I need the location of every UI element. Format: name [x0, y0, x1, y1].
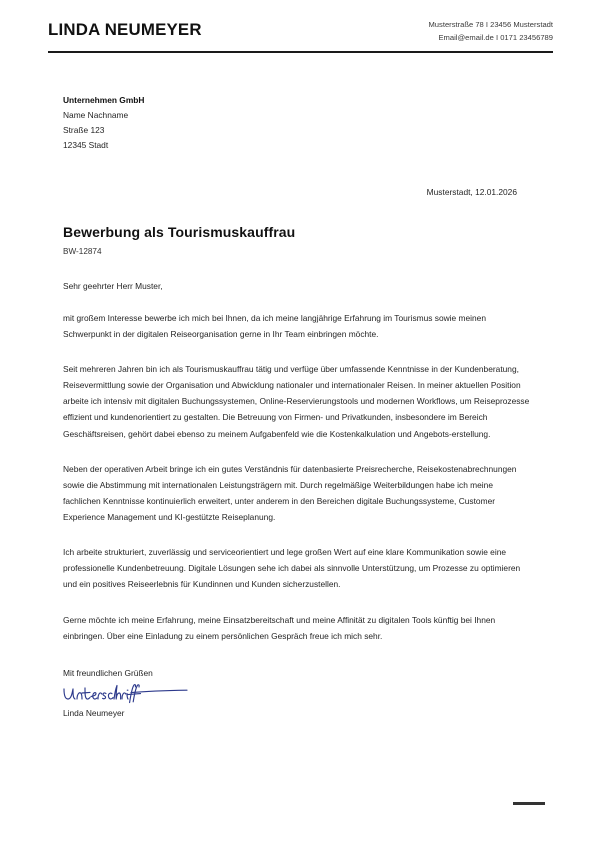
body-paragraph: Gerne möchte ich meine Erfahrung, meine Einsatzbereitschaft und meine Affinität zu digitalen Tools künftig bei Ihnen einbringen. Über eine Einladung zu einem persönlichen Gespräch freue ich mich sehr. [63, 614, 496, 641]
recipient-contact-person: Name Nachname [63, 109, 129, 120]
reference-number: BW-12874 [63, 246, 102, 256]
body-paragraph: Neben der operativen Arbeit bringe ich ein gutes Verständnis für datenbasierte Preisrecherche, Reisekostenabrechnungen sowie die Abstimmung mit internationalen Leistungsträgern mit. Durch regelmäßige Weiterbildungen habe ich meine fachlichen Kenntnisse kontinuierlich erweitert, unter anderem in den Bereichen digitale Buchungssysteme, Customer Experience Management und KI-gestützte Reiseplanung. [63, 463, 517, 523]
header-divider-rule [48, 51, 553, 53]
footer-rule-mark [513, 802, 545, 805]
place-and-date: Musterstadt, 12.01.2026 [426, 186, 517, 197]
signature-block [63, 682, 530, 716]
sender-email-phone-line: Email@email.de I 0171 23456789 [438, 33, 553, 43]
sender-name-logo: LINDA NEUMEYER [48, 21, 202, 39]
recipient-address-block [63, 93, 530, 153]
sender-contact-block [428, 18, 553, 45]
recipient-city: 12345 Stadt [63, 139, 109, 150]
sender-address-line: Musterstraße 78 I 23456 Musterstadt [428, 20, 553, 29]
letterhead [48, 17, 553, 55]
letter-body [63, 93, 530, 716]
recipient-street: Straße 123 [63, 124, 105, 135]
closing-phrase: Mit freundlichen Grüßen [63, 667, 153, 678]
body-paragraph: Seit mehreren Jahren bin ich als Tourismuskauffrau tätig und verfüge über umfassende Kenntnisse in der Kundenberatung, Reisevermittlung sowie der Organisation und Abwicklung nationaler und internationaler Reisen. In meiner aktuellen Position arbeite ich intensiv mit digitalen Buchungssystemen, Online-Reservierungstools und modernen Workflows, um Reiseprozesse effizient und kundenorientiert zu gestalten. Die Betreuung von Firmen- und Privatkunden, insbesondere im Bereich Geschäftsreisen, gehört dabei ebenso zu meinem Aufgabenfeld wie die Kostenkalkulation und Angebots-erstellung. [63, 364, 530, 439]
recipient-company: Unternehmen GmbH [63, 95, 145, 105]
body-paragraph: mit großem Interesse bewerbe ich mich bei Ihnen, da ich meine langjährige Erfahrung im Tourismus sowie meinen Schwerpunkt in der digitalen Reiseorganisation gerne in Ihr Team einbringen möchte. [63, 312, 486, 339]
salutation: Sehr geehrter Herr Muster, [63, 280, 163, 291]
body-paragraph: Ich arbeite strukturiert, zuverlässig und serviceorientiert und lege großen Wert auf eine klare Kommunikation sowie eine professionelle Kundenbetreuung. Digitale Lösungen sehe ich dabei als sinnvolle Unterstützung, um Prozesse zu optimieren und ein positives Reiseerlebnis für Kundinnen und Kunden sicherzustellen. [63, 547, 521, 590]
subject-heading: Bewerbung als Tourismuskauffrau [63, 223, 296, 240]
signer-name: Linda Neumeyer [63, 707, 125, 718]
